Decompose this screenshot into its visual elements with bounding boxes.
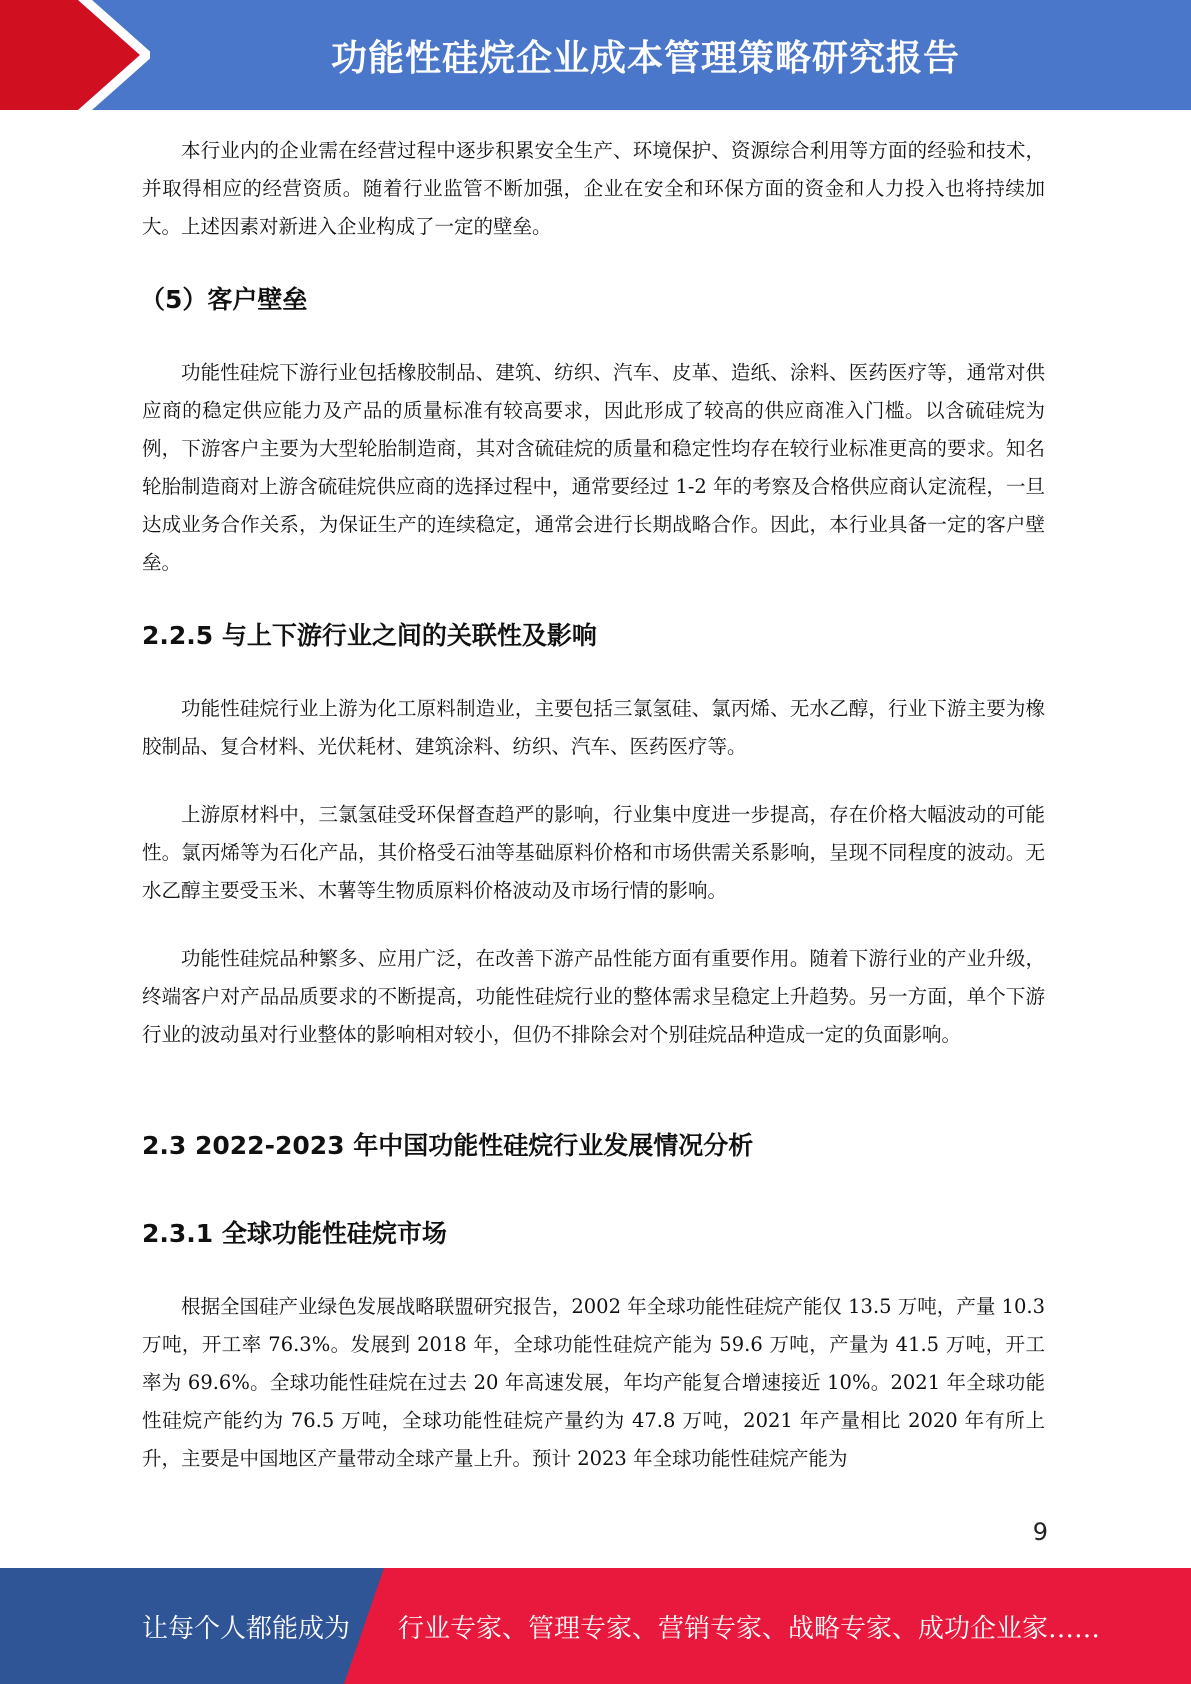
page-header xyxy=(0,0,1191,110)
page-number: 9 xyxy=(1032,1518,1048,1546)
heading-customer-barrier: （5）客户壁垒 xyxy=(140,285,308,314)
page-footer xyxy=(0,1568,1191,1684)
page-body xyxy=(142,132,1045,1478)
paragraph-4: 上游原材料中，三氯氢硅受环保督查趋严的影响，行业集中度进一步提高，存在价格大幅波动的可能性。氯丙烯等为石化产品，其价格受石油等基础原料价格和市场供需关系影响，呈现不同程度的波动。无水乙醇主要受玉米、木薯等生物质原料价格波动及市场行情的影响。 xyxy=(142,803,1045,902)
paragraph-5: 功能性硅烷品种繁多、应用广泛，在改善下游产品性能方面有重要作用。随着下游行业的产业升级，终端客户对产品品质要求的不断提高，功能性硅烷行业的整体需求呈稳定上升趋势。另一方面，单个下游行业的波动虽对行业整体的影响相对较小，但仍不排除会对个别硅烷品种造成一定的负面影响。 xyxy=(142,947,1045,1046)
header-red-arrow xyxy=(0,0,150,110)
footer-slogan-left: 让每个人都能成为 xyxy=(142,1613,351,1644)
paragraph-2: 功能性硅烷下游行业包括橡胶制品、建筑、纺织、汽车、皮革、造纸、涂料、医药医疗等，通常对供应商的稳定供应能力及产品的质量标准有较高要求，因此形成了较高的供应商准入门槛。以含硫硅烷为例，下游客户主要为大型轮胎制造商，其对含硫硅烷的质量和稳定性均存在较行业标准更高的要求。知名轮胎制造商对上游含硫硅烷供应商的选择过程中，通常要经过 1-2 年的考察及合格供应商认定流程，一旦达成业务合作关系，为保证生产的连续稳定，通常会进行长期战略合作。因此，本行业具备一定的客户壁垒。 xyxy=(142,361,1045,574)
paragraph-3: 功能性硅烷行业上游为化工原料制造业，主要包括三氯氢硅、氯丙烯、无水乙醇，行业下游主要为橡胶制品、复合材料、光伏耗材、建筑涂料、纺织、汽车、医药医疗等。 xyxy=(142,697,1045,758)
paragraph-1: 本行业内的企业需在经营过程中逐步积累安全生产、环境保护、资源综合利用等方面的经验和技术，并取得相应的经营资质。随着行业监管不断加强，企业在安全和环保方面的资金和人力投入也将持续加大。上述因素对新进入企业构成了一定的壁垒。 xyxy=(142,139,1045,238)
paragraph-6: 根据全国硅产业绿色发展战略联盟研究报告，2002 年全球功能性硅烷产能仅 13.5 万吨，产量 10.3 万吨，开工率 76.3%。发展到 2018 年，全球功能性硅烷产能为 59.6 万吨，产量为 41.5 万吨，开工率为 69.6%。全球功能性硅烷在过去 20 年高速发展，年均产能复合增速接近 10%。2021 年全球功能性硅烷产能约为 76.5 万吨，全球功能性硅烷产量约为 47.8 万吨，2021 年产量相比 2020 年有所上升，主要是中国地区产量带动全球产量上升。预计 2023 年全球功能性硅烷产能为 xyxy=(142,1295,1045,1470)
footer-slogan-right: 行业专家、管理专家、营销专家、战略专家、成功企业家…… xyxy=(398,1613,1101,1644)
heading-2-2-5: 2.2.5 与上下游行业之间的关联性及影响 xyxy=(142,621,597,650)
heading-2-3: 2.3 2022-2023 年中国功能性硅烷行业发展情况分析 xyxy=(142,1131,754,1160)
report-title: 功能性硅烷企业成本管理策略研究报告 xyxy=(330,37,960,79)
heading-2-3-1: 2.3.1 全球功能性硅烷市场 xyxy=(142,1219,447,1248)
